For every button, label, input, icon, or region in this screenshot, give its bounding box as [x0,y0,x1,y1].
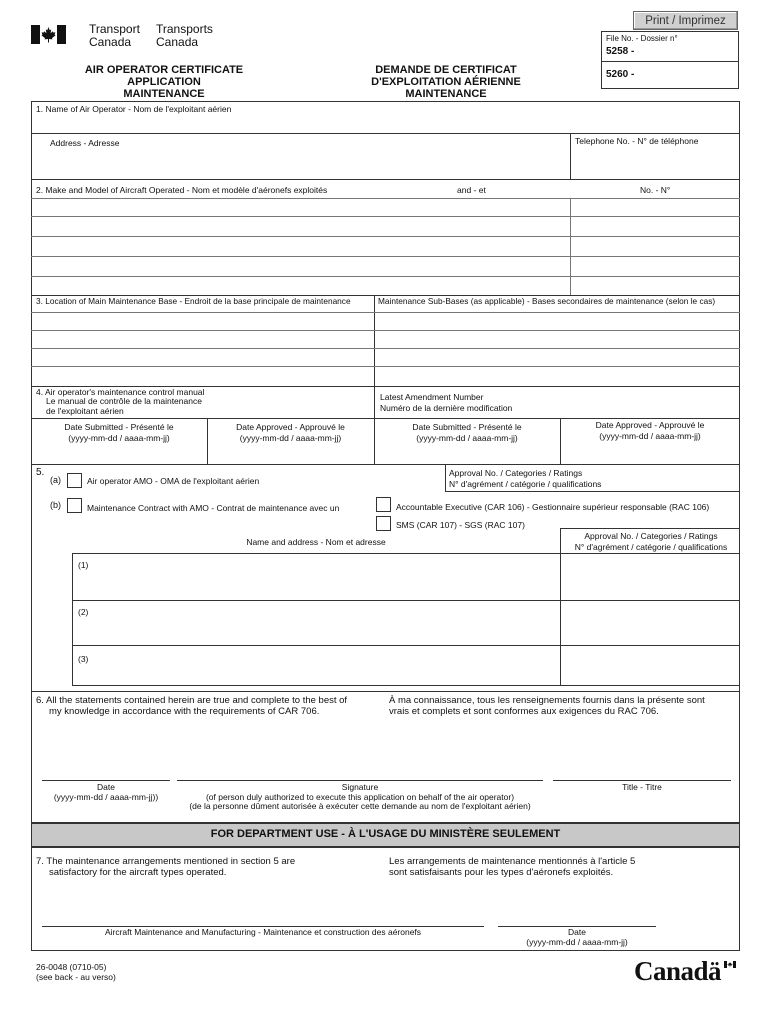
amendment-label-1: Latest Amendment Number [380,392,484,402]
amo-row-2-label: (2) [78,607,89,617]
aircraft-row-4-no[interactable] [575,259,735,274]
main-base-input-3[interactable] [36,350,370,364]
amo-row-3-approval-input[interactable] [565,649,735,682]
amendment-date-approved-label-2: (yyyy-mm-dd / aaaa-mm-jj) [599,431,701,441]
see-back-note: (see back - au verso) [36,972,116,982]
amo-row-1-name-input[interactable] [95,558,555,596]
amendment-date-approved-label-1: Date Approved - Approuvé le [595,420,705,430]
form-number: 26-0048 (0710-05) [36,962,107,972]
option-a-label: (a) [50,475,61,485]
main-base-input-1[interactable] [36,314,370,328]
dept-date-input[interactable] [498,908,656,924]
signature-input[interactable] [177,762,543,778]
address-input[interactable] [50,152,560,172]
dept-statement-fr-1: Les arrangements de maintenance mentionnés à l'article 5 [389,856,636,867]
sms-label: SMS (CAR 107) - SGS (RAC 107) [396,520,525,530]
amendment-number-input[interactable] [560,392,735,412]
canada-wordmark: Canadä [634,956,722,986]
dept-name-en-2: Canada [89,35,132,49]
amo-row-2-approval-input[interactable] [565,604,735,642]
manual-label-2: Le manual de contrôle de la maintenance [46,396,202,406]
accountable-exec-label: Accountable Executive (CAR 106) - Gestionnaire supérieur responsable (RAC 106) [396,502,710,512]
print-button[interactable]: Print / Imprimez [633,11,738,30]
manual-date-approved-label-2: (yyyy-mm-dd / aaaa-mm-jj) [239,433,342,443]
wordmark-flag-icon [724,960,736,967]
declaration-date-label-1: Date [97,782,115,792]
aircraft-row-5-no[interactable] [575,279,735,293]
dept-statement-fr-2: sont satisfaisants pour les types d'aéronefs exploités. [389,867,614,878]
department-use-title: FOR DEPARTMENT USE - À L'USAGE DU MINISTÈRE SEULEMENT [210,828,561,840]
manual-date-submitted-label-1: Date Submitted - Présenté le [64,422,174,432]
telephone-label: Telephone No. - N° de téléphone [575,136,699,146]
manual-label-1: 4. Air operator's maintenance control manual [36,387,205,397]
sub-base-input-2[interactable] [379,332,735,346]
operator-name-label: 1. Name of Air Operator - Nom de l'exploitant aérien [36,104,232,114]
telephone-input[interactable] [575,152,735,172]
aircraft-row-1-model[interactable] [36,201,566,215]
aircraft-model-label: 2. Make and Model of Aircraft Operated - Nom et modèle d'aéronefs exploités [36,185,328,195]
approval-label-a-2: N° d'agrément / catégorie / qualifications [449,479,602,489]
aircraft-row-1-no[interactable] [575,201,735,215]
main-base-input-4[interactable] [36,368,370,384]
dept-name-en-1: Transport [89,22,140,36]
amendment-date-submitted-label-2: (yyyy-mm-dd / aaaa-mm-jj) [416,433,518,443]
manual-date-approved-label-1: Date Approved - Approuvé le [236,422,345,432]
contract-amo-label: Maintenance Contract with AMO - Contrat de maintenance avec un [87,503,340,513]
address-label: Address - Adresse [50,138,120,148]
file-no-label: File No. - Dossier n° [606,34,678,43]
amendment-date-approved-input[interactable] [565,446,735,461]
amendment-label-2: Numéro de la dernière modification [380,403,513,413]
sms-checkbox[interactable] [376,516,391,531]
dept-statement-en-2: satisfactory for the aircraft types operated. [49,867,227,878]
declaration-fr-1: À ma connaissance, tous les renseignements fournis dans la présente sont [389,695,705,706]
approval-label-a-1: Approval No. / Categories / Ratings [449,468,583,478]
declaration-en-1: 6. All the statements contained herein are true and complete to the best of [36,695,348,706]
signature-label-1: Signature [341,782,379,792]
and-label: and - et [457,185,486,195]
amo-row-1-label: (1) [78,560,89,570]
sub-bases-label: Maintenance Sub-Bases (as applicable) - Bases secondaires de maintenance (selon le cas) [378,296,716,306]
approval-label-b-2: N° d'agrément / catégorie / qualifications [574,542,728,552]
name-address-label: Name and address - Nom et adresse [246,537,386,547]
contract-amo-checkbox[interactable] [67,498,82,513]
form-title-fr-3: MAINTENANCE [405,88,487,100]
manual-date-submitted-label-2: (yyyy-mm-dd / aaaa-mm-jj) [68,433,170,443]
form-title-fr-1: DEMANDE DE CERTIFICAT [375,64,517,76]
aircraft-row-4-model[interactable] [36,259,566,274]
amo-row-3-name-input[interactable] [95,649,555,682]
signature-label-3: (de la personne dûment autorisée à exécuter cette demande au nom de l'exploitant aérien) [189,801,531,811]
option-b-label: (b) [50,500,61,510]
aircraft-row-2-model[interactable] [36,219,566,234]
section-5-number: 5. [36,467,45,478]
aircraft-row-2-no[interactable] [575,219,735,234]
aircraft-no-label: No. - N° [640,185,671,195]
accountable-exec-checkbox[interactable] [376,497,391,512]
declaration-date-input[interactable] [42,762,170,778]
aircraft-row-3-no[interactable] [575,239,735,254]
signature-label-2: (of person duly authorized to execute this application on behalf of the air operator) [205,792,515,802]
title-input[interactable] [553,762,731,778]
dept-name-fr-1: Transports [156,22,213,36]
aircraft-row-5-model[interactable] [36,279,566,293]
sub-base-input-3[interactable] [379,350,735,364]
manual-label-3: de l'exploitant aérien [46,406,124,416]
aarm-signature-input[interactable] [42,908,484,924]
amo-row-2-name-input[interactable] [95,604,555,642]
form-title-en-1: AIR OPERATOR CERTIFICATE [84,64,244,76]
amendment-date-submitted-label-1: Date Submitted - Présenté le [412,422,522,432]
amendment-date-submitted-input[interactable] [379,446,555,461]
operator-name-input[interactable] [36,116,726,130]
title-label: Title - Titre [622,782,662,792]
declaration-fr-2: vrais et complets et sont conformes aux exigences du RAC 706. [389,706,659,717]
manual-date-submitted-input[interactable] [36,446,202,461]
aarm-label: Aircraft Maintenance and Manufacturing - Maintenance et construction des aéronefs [104,927,422,937]
amo-row-3-label: (3) [78,654,89,664]
dept-date-label-2: (yyyy-mm-dd / aaaa-mm-jj) [526,937,628,947]
amo-label: Air operator AMO - OMA de l'exploitant aérien [87,476,260,486]
declaration-en-2: my knowledge in accordance with the requirements of CAR 706. [49,706,320,717]
amo-row-1-approval-input[interactable] [565,558,735,596]
form-title-en-3: MAINTENANCE [123,88,205,100]
manual-date-approved-input[interactable] [212,446,370,461]
main-base-label: 3. Location of Main Maintenance Base - Endroit de la base principale de maintenance [36,296,351,306]
sub-base-input-4[interactable] [379,368,735,384]
main-base-input-2[interactable] [36,332,370,346]
form-title-en-2: APPLICATION [127,76,201,88]
canada-flag-logo [31,25,66,44]
file-no-5260: 5260 - [606,69,635,80]
file-no-5258: 5258 - [606,46,635,57]
dept-date-label-1: Date [568,927,586,937]
dept-statement-en-1: 7. The maintenance arrangements mentioned in section 5 are [36,856,296,867]
amo-checkbox[interactable] [67,473,82,488]
sub-base-input-1[interactable] [379,314,735,328]
approval-label-b-1: Approval No. / Categories / Ratings [584,531,718,541]
dept-name-fr-2: Canada [156,35,199,49]
form-title-fr-2: D'EXPLOITATION AÉRIENNE [371,76,521,88]
aircraft-row-3-model[interactable] [36,239,566,254]
declaration-date-label-2: (yyyy-mm-dd / aaaa-mm-jj)) [53,792,159,802]
